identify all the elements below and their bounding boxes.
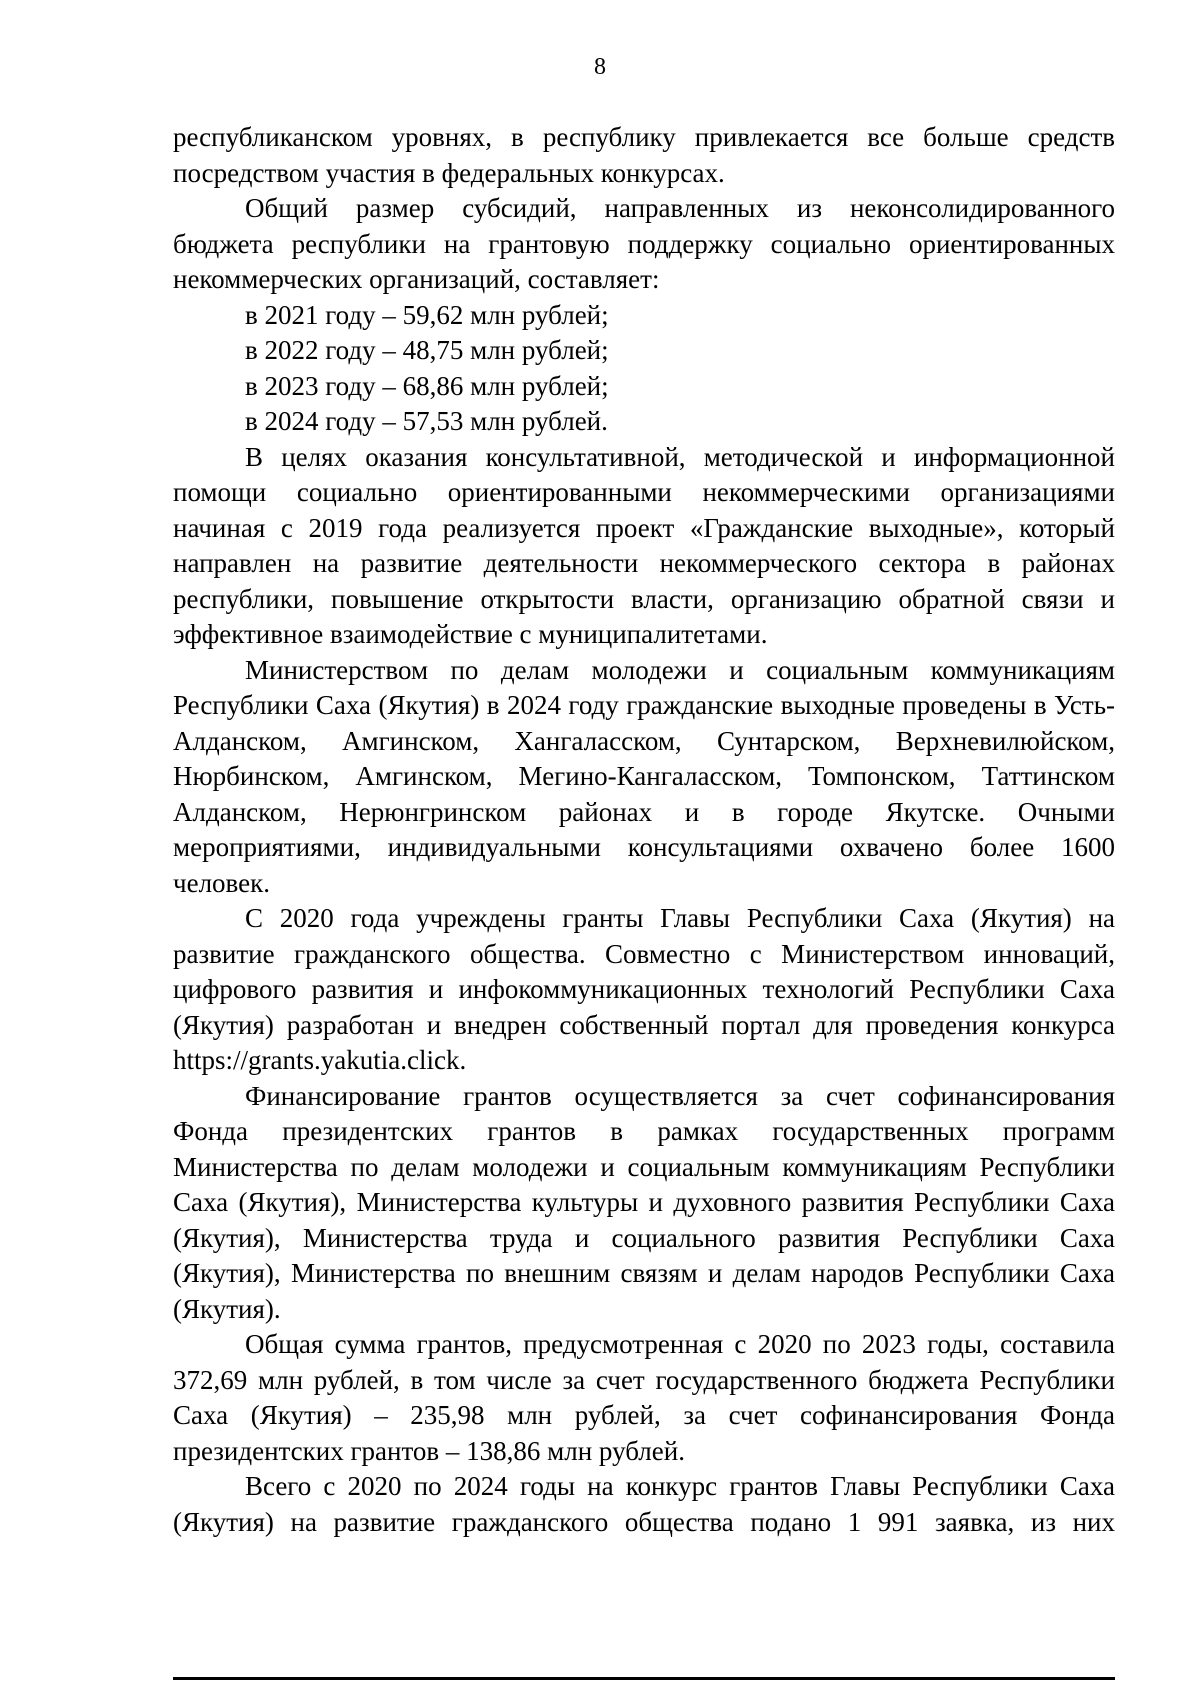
paragraph-subsidies-intro: Общий размер субсидий, направленных из неконсолидированного бюджета республики на грантовую поддержку социально ориентированных некоммерческих организаций, составляет: xyxy=(173,193,1115,294)
paragraph-grant-totals: Общая сумма грантов, предусмотренная с 2020 по 2023 годы, составила 372,69 млн рублей, в том числе за счет государственного бюджета Республики Саха (Якутия) – 235,98 млн рублей, за счет софинансирования Фонда президентских грантов – 138,86 млн рублей. xyxy=(173,1329,1115,1466)
list-item: в 2023 году – 68,86 млн рублей; xyxy=(245,370,609,401)
paragraph-civil-weekends: В целях оказания консультативной, методической и информационной помощи социально ориентированными некоммерческими организациями начиная с 2019 года реализуется проект «Гражданские выходные», который направлен на развитие деятельности некоммерческого сектора в районах республики, повышение открытости власти, организацию обратной связи и эффективное взаимодействие с муниципалитетами. xyxy=(173,441,1115,649)
list-item: в 2024 году – 57,53 млн рублей. xyxy=(245,406,608,436)
paragraph-applications: Всего с 2020 по 2024 годы на конкурс грантов Главы Республики Саха (Якутия) на развитие гражданского общества подано 1 991 заявка, из них xyxy=(173,1471,1115,1537)
subsidies-list xyxy=(173,298,1115,440)
list-item: в 2022 году – 48,75 млн рублей; xyxy=(245,335,609,365)
paragraph-continuation: республиканском уровнях, в республику привлекается все больше средств посредством участия в федеральных конкурсах. xyxy=(173,122,1115,188)
paragraph-grants-portal: С 2020 года учреждены гранты Главы Республики Саха (Якутия) на развитие гражданского общества. Совместно с Министерством инноваций, цифрового развития и инфокоммуникационных технологий Республики Саха (Якутия) разработан и внедрен собственный портал для проведения конкурса https://grants.yakutia.click. xyxy=(173,903,1115,1075)
paragraph-financing: Финансирование грантов осуществляется за счет софинансирования Фонда президентских грантов в рамках государственных программ Министерства по делам молодежи и социальным коммуникациям Республики Саха (Якутия), Министерства культуры и духовного развития Республики Саха (Якутия), Министерства труда и социального развития Республики Саха (Якутия), Министерства по внешним связям и делам народов Республики Саха (Якутия). xyxy=(173,1080,1115,1324)
document-body xyxy=(173,120,1115,1540)
paragraph-ministry-districts: Министерством по делам молодежи и социальным коммуникациям Республики Саха (Якутия) в 2024 году гражданские выходные проведены в Усть-Алданском, Амгинском, Хангаласском, Сунтарском, Верхневилюйском, Нюрбинском, Амгинском, Мегино-Кангаласском, Томпонском, Таттинском Алданском, Нерюнгринском районах и в городе Якутске. Очными мероприятиями, индивидуальными консультациями охвачено более 1600 человек. xyxy=(173,654,1115,898)
page-number: 8 xyxy=(594,54,606,80)
list-item: в 2021 году – 59,62 млн рублей; xyxy=(245,299,609,330)
footer-rule xyxy=(173,1677,1115,1680)
